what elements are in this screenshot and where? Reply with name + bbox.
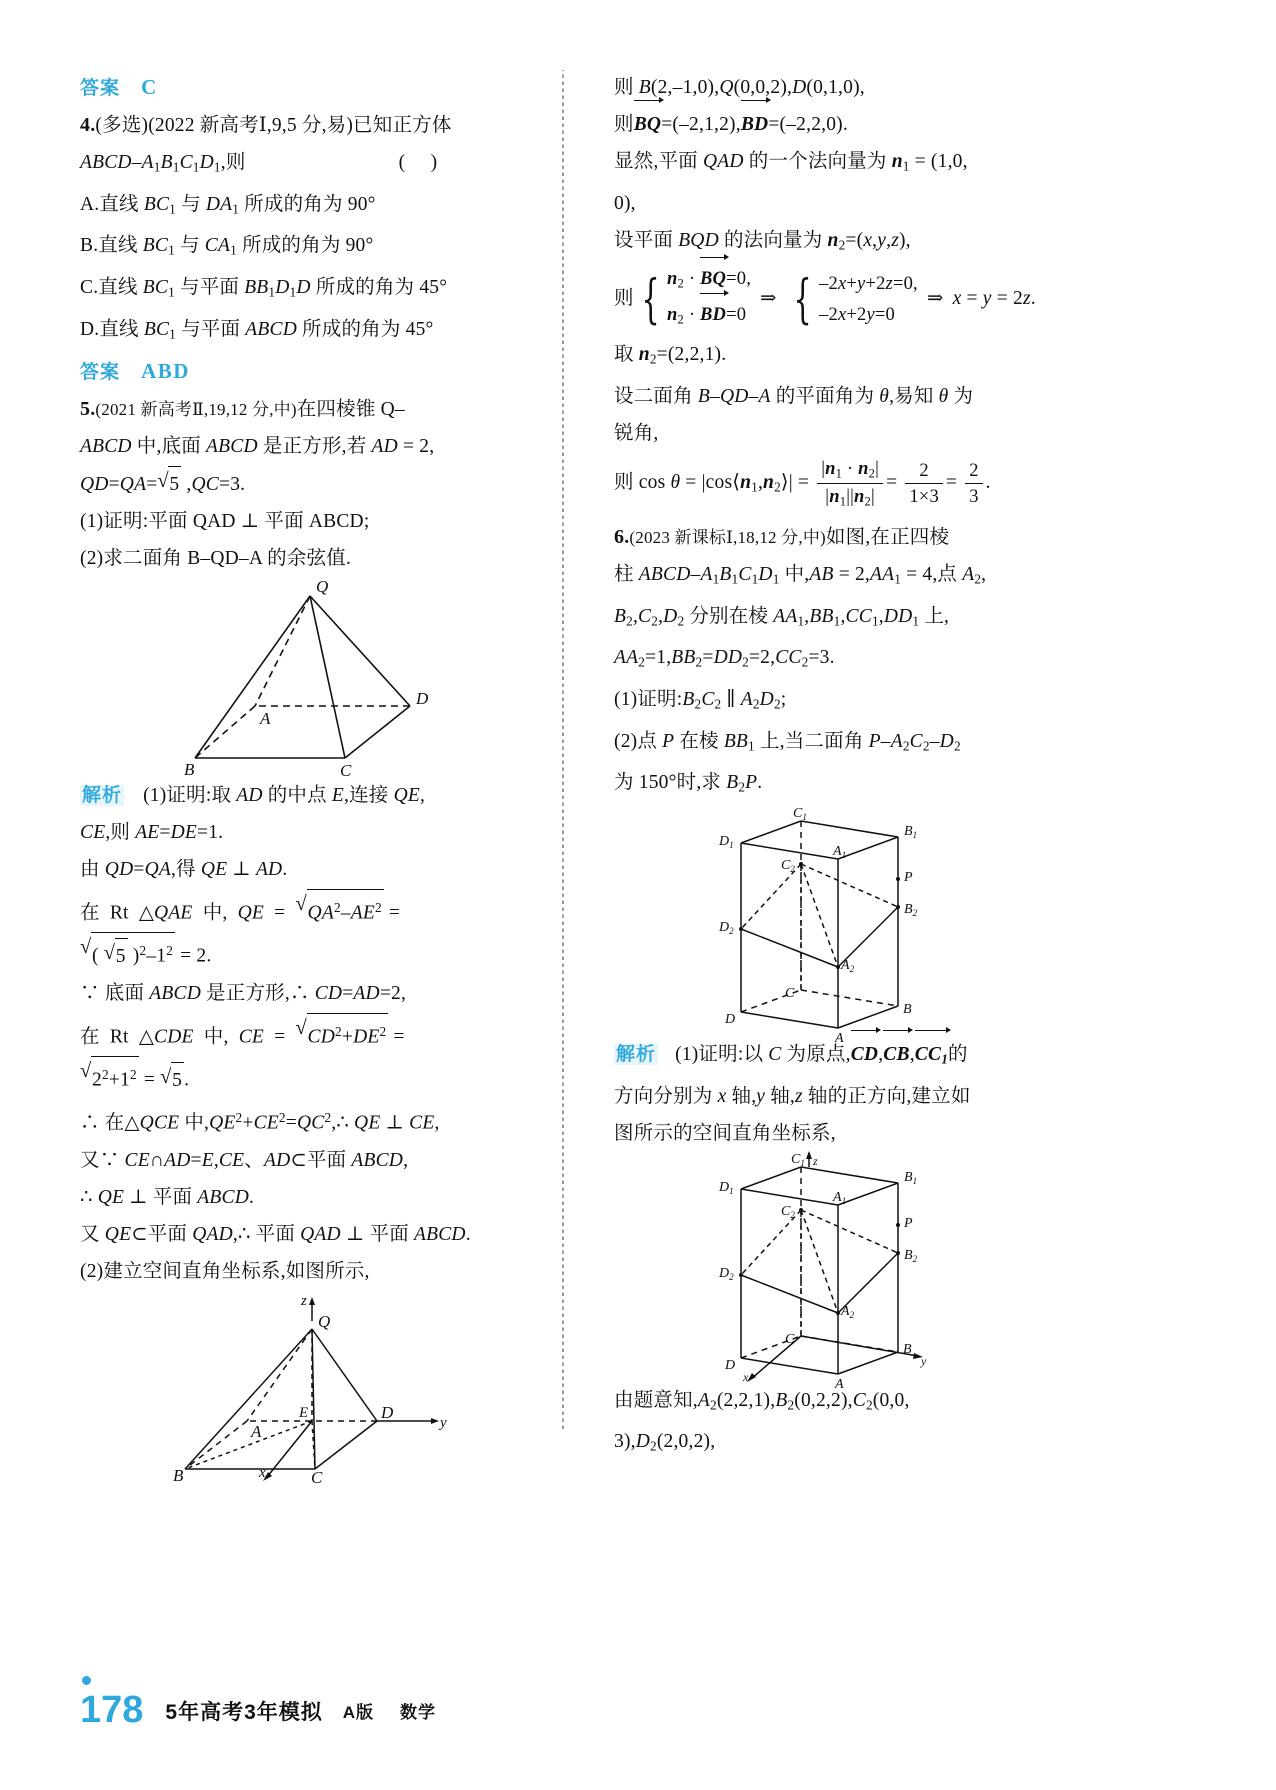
question-5-source: (2021 新高考Ⅱ,19,12 分,中) [95,399,297,419]
page-footer [80,1689,1196,1732]
fig3-point-B2 [896,905,900,909]
analysis-q6-line-2: 方向分别为 x 轴,y 轴,z 轴的正方向,建立如 [614,1085,971,1107]
right-final-line-1: 由题意知$,A_2(2,2,1),B_2(0,2,2),C_2(0,0$, [614,1389,910,1413]
fig3-label-C: C [785,986,795,1002]
question-5-stem-line-2: ABCD 中,底面 ABCD 是正方形,若 AD = 2, [80,435,435,457]
fig4-point-D2 [739,1273,743,1277]
fig3-label-B: B [903,1002,912,1018]
fig3-label-C1: $C_1$ [793,806,807,823]
fig3-label-A2: $A_2$ [841,958,855,975]
fig3-point-D2 [739,927,743,931]
fig2-y-arrow [431,1418,439,1424]
question-5-stem-a: 在四棱锥 Q– [296,398,405,420]
fig2-label-C: C [311,1467,323,1487]
fig3-label-D1: $D_1$ [719,834,734,851]
answer-value-q4: ABD [141,358,190,383]
figure-pyramid-with-axes [155,1291,455,1487]
equation-system-2: { –2x+y+2z=0, –2x+2y=0 [793,269,918,330]
question-6-source: (2023 新课标Ⅰ,18,12 分,中) [629,527,826,547]
fig3-label-C2: $C_2$ [781,858,795,875]
right-normal1-cont: 0), [614,192,636,214]
fig2-label-D: D [381,1402,394,1422]
fig2-label-Q: Q [318,1311,331,1331]
right-column [572,70,1042,1455]
figure-4-wrapper [614,1151,1042,1392]
fig4-label-z: z [813,1153,818,1168]
cos-fraction-1: $\frac{|n_1 \cdot n_2|}{|n_1||n_2|}$ [817,457,883,511]
answer-row-q4 [80,354,530,390]
figure-3-wrapper [614,806,1042,1047]
fig4-label-C: C [785,1331,795,1347]
page-number-wrap [80,1689,143,1732]
question-4-option-c: C.直线 $BC_1$ 与平面 $BB_1D_1D$ 所成的角为 45° [80,277,448,300]
analysis-q6-line-3: 图所示的空间直角坐标系, [614,1122,836,1144]
question-6-stem-a: 如图,在正四棱 [825,526,950,548]
analysis-q5-line-10: 又∵ CE∩AD=E,CE、AD⊂平面 ABCD, [80,1149,409,1171]
analysis-q5-line-7: 在 Rt △CDE 中, CE = √ $CD^2+DE^2$ = [80,1013,530,1055]
fig3-label-P: P [904,870,913,886]
question-6-number: 6. [614,525,630,548]
fig3-label-D: D [725,1012,736,1028]
figure-1-wrapper [80,578,530,778]
question-4-option-b: B.直线 $BC_1$ 与 $CA_1$ 所成的角为 90° [80,235,374,259]
fig4-x-arrow [747,1373,756,1382]
analysis-q5-line-6: ∵ 底面 ABCD 是正方形,∴ CD=AD=2, [80,982,407,1004]
fig1-label-C: C [340,760,352,780]
fig4-label-P: P [904,1215,913,1231]
fig3-label-A1: $A_1$ [833,844,847,861]
fig3-point-C2 [799,862,803,866]
fig4-point-A2 [836,1311,840,1315]
fig3-point-P [896,877,900,881]
column-divider [562,70,564,1430]
question-4-stem-text: (多选)(2022 新高考Ⅰ,9,5 分,易)已知正方体 [95,115,452,136]
fig4-label-C1: $C_1$ [791,1151,805,1168]
fig4-label-D1: $D_1$ [719,1179,734,1196]
footer-book-title: 5年高考3年模拟 [165,1700,323,1724]
two-column-layout [80,70,1196,1487]
fig4-label-C2: $C_2$ [781,1203,795,1220]
analysis-q5-line-13: (2)建立空间直角坐标系,如图所示, [80,1260,370,1282]
analysis-q5-line-5: √ ( √ 5 )$^2-1^2 = 2$. [80,932,530,974]
fig1-label-A: A [260,708,271,728]
fig3-label-D2: $D_2$ [719,920,734,937]
fig2-label-B: B [173,1465,184,1485]
question-5-number: 5. [80,397,96,420]
analysis-label: 解析 [616,1044,657,1066]
question-5-stem-line-1 [80,392,530,427]
fig4-label-D2: $D_2$ [719,1265,734,1282]
analysis-q5-line-8: √ $2^2+1^2$ = √ 5 . [80,1056,530,1098]
question-6-stem-line-2: 柱 ABCD–$A_1B_1C_1D_1$ 中$,AB = 2,AA_1 = 4$,点 $A_2$, [614,563,987,587]
fig2-label-y: y [440,1414,447,1431]
fig4-point-B2 [896,1251,900,1255]
answer-label: 答案 [80,78,121,99]
page-number: 178 [80,1689,144,1731]
question-4-option-a: A.直线 $BC_1$ 与 $DA_1$ 所成的角为 90° [80,193,376,217]
fig2-label-E: E [299,1404,309,1421]
question-6-part-2b: 为 150°时,求 $B_2P$. [614,772,763,796]
page-dot-icon [82,1676,91,1685]
right-take-n2: 取 $n_2=(2,2,1)$. [614,344,727,368]
question-4-stem-line-1 [80,108,530,143]
analysis-q5-line-11: ∴ QE ⊥ 平面 ABCD. [80,1186,255,1208]
question-6-part-1: (1)证明$:B_2C_2$ ∥ $A_2D_2$; [614,688,787,712]
fig4-z-arrow [806,1151,812,1159]
question-4-option-d: D.直线 $BC_1$ 与平面 ABCD 所成的角为 45° [80,318,434,342]
fig3-point-A2 [836,965,840,969]
question-6-stem-line-1 [614,520,1042,555]
fig4-label-A: A [835,1376,844,1392]
footer-subject: 数学 [400,1703,437,1722]
question-4-stem-line-2: ABCD–$A_1B_1C_1D_1$,则 ( ) [80,152,438,175]
fig4-label-y: y [921,1353,927,1368]
fig4-label-x: x [743,1369,749,1384]
answer-row-q3 [80,70,530,106]
figure-square-prism-with-axes [693,1151,963,1392]
analysis-label: 解析 [82,784,123,806]
right-theta-line: 设二面角 B–QD–A 的平面角为 θ,易知 θ 为 [614,386,974,408]
right-acute-line: 锐角, [614,423,659,445]
question-5-stem-line-3: QD=QA= √ 5 ,QC=3. [80,466,530,502]
fig4-label-A1: $A_1$ [833,1189,847,1206]
fig1-label-Q: Q [316,576,329,596]
question-5-part-2: (2)求二面角 B–QD–A 的余弦值. [80,547,352,569]
fig4-label-B2: $B_2$ [904,1247,918,1264]
fig3-label-A: A [835,1031,844,1047]
analysis-q5-line-9: ∴ 在△QCE 中$,QE^2+CE^2=QC^2,\therefore$ QE ⊥ CE, [80,1110,440,1134]
figure-2-wrapper [80,1291,530,1487]
fig4-label-B: B [903,1341,912,1357]
fig2-label-z: z [301,1292,307,1309]
right-cos-line: 则 $\cos \theta = |\cos⟨n_1,n_2⟩|$ = $\frac{|n_1 \cdot n_2|}{|n_1||n_2|}$ = $\frac{2}{1\times 3}$ = $\frac{2}{3}$ . [614,457,991,509]
fig1-label-D: D [416,688,429,708]
fig4-label-B1: $B_1$ [904,1169,918,1186]
answer-value-q3: C [141,75,158,99]
equation-system-1: { $n_2$ · BQ =0, $n_2$ · BD =0 [634,264,751,335]
fig4-label-A2: $A_2$ [841,1303,855,1320]
fig4-label-D: D [725,1357,736,1373]
cos-fraction-2: $\frac{2}{1\times 3}$ [905,459,943,508]
fig2-label-x: x [259,1464,266,1481]
fig2-z-arrow [309,1297,315,1305]
answer-label: 答案 [80,361,121,383]
analysis-q5-line-2: CE,则 AE=DE=1. [80,821,224,843]
figure-square-prism [693,806,963,1047]
analysis-q5-line-12: 又 QE⊂平面 QAD,∴ 平面 QAD ⊥ 平面 ABCD. [80,1223,471,1245]
fig1-label-B: B [184,759,195,779]
question-5-part-1: (1)证明:平面 QAD ⊥ 平面 ABCD; [80,510,370,532]
question-6-stem-line-4: $AA_2=1,BB_2=DD_2=2,CC_2=3$. [614,647,835,670]
question-6-part-2a: (2)点 P 在棱 $BB_1$ 上,当二面角 $P-A_2C_2-D_2$ [614,730,961,754]
fig2-label-A: A [251,1421,262,1441]
analysis-q5-line-3: 由 QD=QA,得 QE ⊥ AD. [80,858,288,880]
figure-pyramid-QABCD [160,578,450,778]
fig4-point-C2 [799,1208,803,1212]
fig3-label-B1: $B_1$ [904,824,918,841]
fig3-label-B2: $B_2$ [904,902,918,919]
right-normal2-line: 设平面 BQD 的法向量为 $n_2=(x,y,z)$, [614,229,911,253]
cos-fraction-3: $\frac{2}{3}$ [965,459,982,508]
analysis-row-q5: 解析 (1)证明:取 AD 的中点 E,连接 QE, [82,784,426,806]
right-vectors-line: 则BQ =(–2,1,2),BD =(–2,2,0). [614,107,1042,142]
fig4-point-P [896,1223,900,1227]
question-6-stem-line-3: $B_2,C_2,D_2$ 分别在棱 $AA_1,BB_1,CC_1,DD_1$ 上, [614,605,950,629]
question-4-number: 4. [80,114,96,136]
left-column [80,70,550,1487]
right-system-line: 则 { $n_2$ · BQ =0, $n_2$ · BD =0 ⇒ { –2x+y+2z=0, –2x+2y=0 ⇒ x = y = 2z. [614,264,1042,335]
footer-edition: A版 [342,1703,375,1722]
right-normal1-line: 显然,平面 QAD 的一个法向量为 $n_1 = (1,0$, [614,151,968,174]
right-coords-line: 则 B(2,–1,0),Q(0,0,2),D(0,1,0), [614,77,865,98]
right-final-line-2: $3),D_2(2,0,2)$, [614,1431,716,1455]
analysis-row-q6: 解析 (1)证明:以 C 为原点,CD ,CB $,CC_1$ 的 [614,1037,1042,1077]
analysis-q5-line-4: 在 Rt △QAE 中, QE = √ $QA^2-AE^2$ = [80,889,530,931]
